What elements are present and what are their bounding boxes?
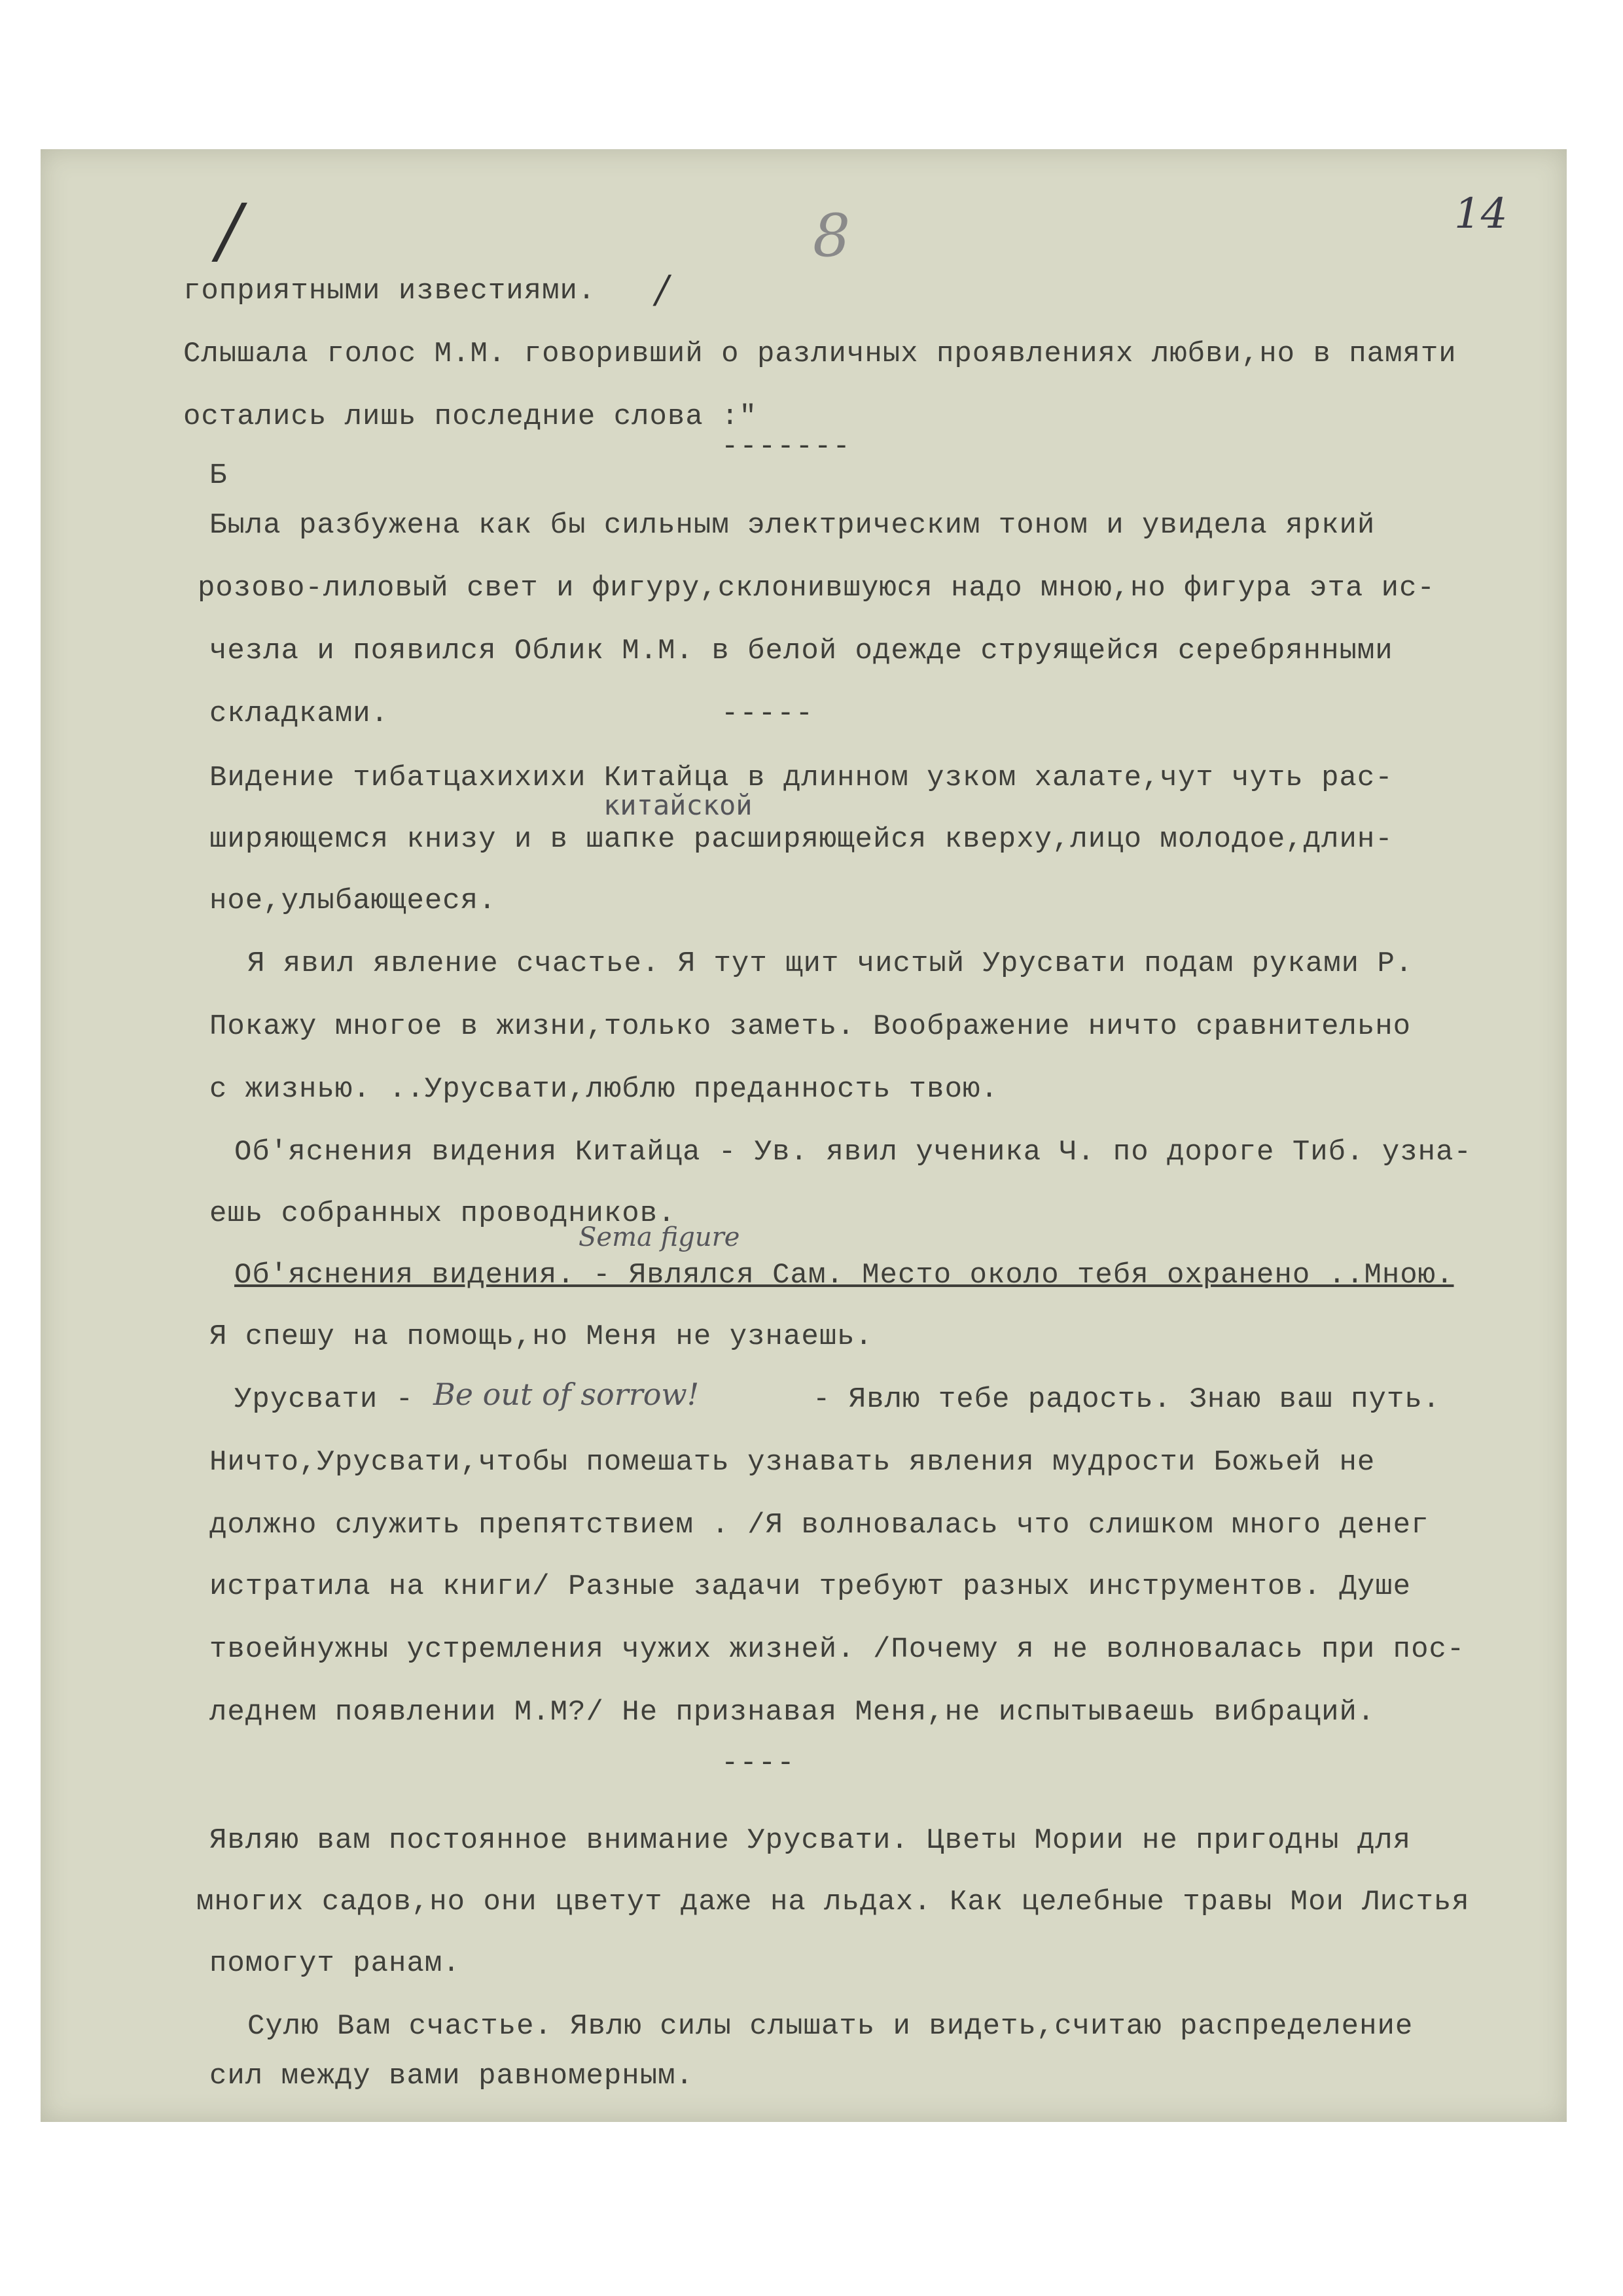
text-line-26: многих садов,но они цветут даже на льдах. Как целебные травы Мои Листья <box>196 1886 1470 1918</box>
pencil-page-mark: 8 <box>813 202 851 270</box>
text-line-22: истратила на книги/ Разные задачи требуют разных инструментов. Душе <box>209 1570 1412 1603</box>
separator-2: ----- <box>721 698 815 730</box>
inserted-word: китайской <box>603 789 753 821</box>
slash-mark: / <box>656 267 669 311</box>
text-line-6: розово-лиловый свет и фигуру,склонившуюся надо мною,но фигура эта ис- <box>198 572 1435 605</box>
text-line-18: Я спешу на помощь,но Меня не узнаешь. <box>209 1320 873 1353</box>
text-line-13: Покажу многое в жизни,только заметь. Воображение ничто сравнительно <box>209 1010 1412 1043</box>
text-line-14: с жизнью. ..Урусвати,люблю преданность твою. <box>209 1073 999 1106</box>
text-line-19b: - Явлю тебе радость. Знаю ваш путь. <box>813 1383 1441 1416</box>
text-line-4: Б <box>209 459 228 492</box>
text-line-17: Об'яснения видения. - Являлся Сам. Место около тебя охранено ..Мною. <box>234 1259 1454 1292</box>
text-line-1: гоприятными известиями. <box>183 275 596 308</box>
interlinear-note-1: Sema figure <box>579 1222 740 1252</box>
text-line-27: помогут ранам. <box>209 1947 461 1980</box>
text-line-10: ширяющемся книзу и в шапке расширяющейся кверху,лицо молодое,длин- <box>209 823 1393 856</box>
text-line-16: ешь собранных проводников. <box>209 1197 676 1230</box>
text-line-5: Была разбужена как бы сильным электрическим тоном и увидела яркий <box>209 509 1376 542</box>
margin-stroke: / <box>217 188 242 272</box>
text-line-24: леднем появлении М.М?/ Не признавая Меня,не испытываешь вибраций. <box>209 1696 1376 1729</box>
text-line-8: складками. <box>209 698 389 730</box>
separator-1: ------- <box>721 431 851 463</box>
text-line-9: Видение тибатцахихихи Китайца в длинном узком халате,чут чуть рас- <box>209 762 1393 794</box>
text-line-11: ное,улыбающееся. <box>209 885 497 917</box>
text-line-29: сил между вами равномерным. <box>209 2060 694 2093</box>
text-line-7: чезла и появился Облик М.М. в белой одежде струящейся серебрянными <box>209 635 1393 667</box>
text-line-23: твоейнужны устремления чужих жизней. /Почему я не волновалась при пос- <box>209 1633 1465 1666</box>
text-line-2: Слышала голос М.М. говоривший о различных проявлениях любви,но в памяти <box>183 338 1457 370</box>
document-page <box>41 149 1567 2122</box>
text-line-15: Об'яснения видения Китайца - Ув. явил ученика Ч. по дороге Тиб. узна- <box>234 1136 1472 1169</box>
page-number: 14 <box>1454 190 1508 238</box>
separator-3: ---- <box>721 1747 796 1780</box>
text-line-3: остались лишь последние слова :" <box>183 400 757 433</box>
text-line-21: должно служить препятствием . /Я волновалась что слишком много денег <box>209 1509 1429 1542</box>
text-line-28: Сулю Вам счастье. Явлю силы слышать и видеть,считаю распределение <box>247 2010 1414 2043</box>
interlinear-note-2: Be out of sorrow! <box>433 1377 700 1412</box>
text-line-19a: Урусвати - <box>234 1383 414 1416</box>
text-line-20: Ничто,Урусвати,чтобы помешать узнавать явления мудрости Божьей не <box>209 1446 1376 1479</box>
text-line-25: Являю вам постоянное внимание Урусвати. Цветы Мории не пригодны для <box>209 1824 1412 1857</box>
text-line-12: Я явил явление счастье. Я тут щит чистый Урусвати подам руками Р. <box>247 947 1414 980</box>
